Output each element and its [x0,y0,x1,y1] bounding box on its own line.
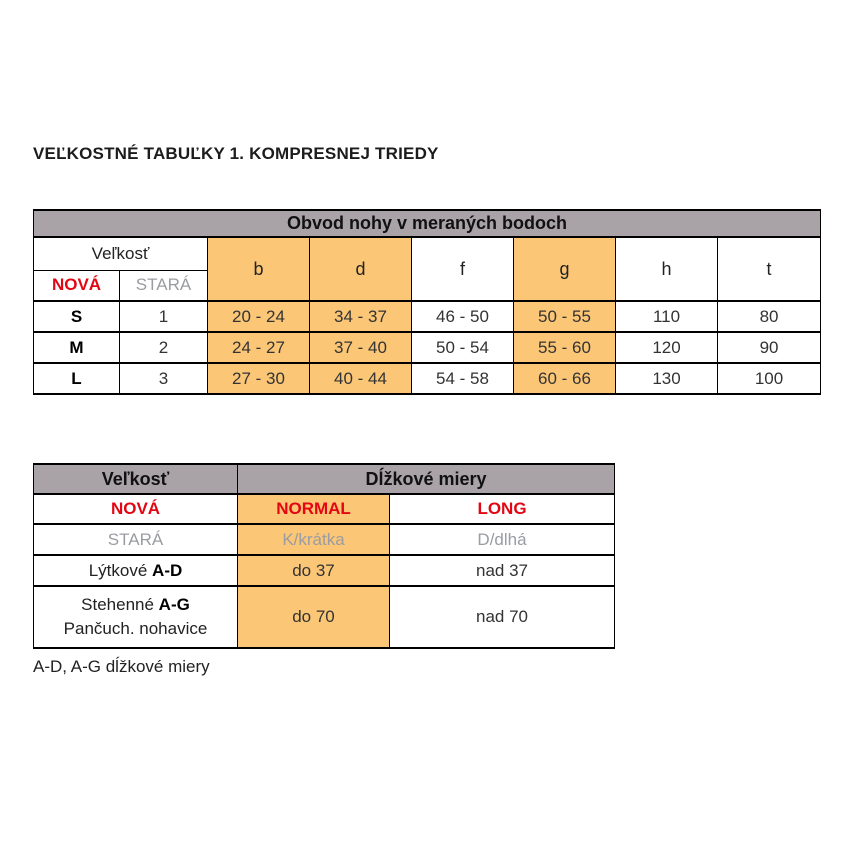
footnote: A-D, A-G dĺžkové miery [33,657,210,676]
old-normal-label: K/krátka [238,524,390,555]
measure-value-h: 110 [616,301,718,332]
measure-value-h: 130 [616,363,718,394]
long-label: LONG [390,494,615,524]
column-header-d: d [310,237,412,301]
measure-value-t: 80 [718,301,821,332]
product-name-line [34,593,237,617]
size-old-value: 1 [120,301,208,332]
product-type-label [34,555,238,586]
long-length-value: nad 37 [390,555,615,586]
size-new-value: L [34,363,120,394]
measure-value-b: 24 - 27 [208,332,310,363]
product-type-label [34,586,238,648]
measure-value-h: 120 [616,332,718,363]
page-title: VEĽKOSTNÉ TABUĽKY 1. KOMPRESNEJ TRIEDY [33,144,439,163]
table-row-s [34,301,821,332]
new-size-label: NOVÁ [34,494,238,524]
table-row-m [34,332,821,363]
measure-value-d: 34 - 37 [310,301,412,332]
size-header: Veľkosť [34,237,208,270]
measure-value-g: 50 - 55 [514,301,616,332]
new-size-label: NOVÁ [34,270,120,301]
measure-value-f: 54 - 58 [412,363,514,394]
table-row-thigh [34,586,615,648]
product-name: Stehenné [81,595,154,614]
length-header-row [34,464,615,494]
measure-value-d: 40 - 44 [310,363,412,394]
measure-value-g: 55 - 60 [514,332,616,363]
size-header: Veľkosť [34,464,238,494]
old-naming-row [34,524,615,555]
old-size-label: STARÁ [120,270,208,301]
table-row-l [34,363,821,394]
measure-value-t: 100 [718,363,821,394]
size-old-value: 3 [120,363,208,394]
measure-value-f: 50 - 54 [412,332,514,363]
normal-label: NORMAL [238,494,390,524]
product-extra-line: Pančuch. nohavice [63,619,208,638]
new-naming-row [34,494,615,524]
column-header-h: h [616,237,718,301]
long-length-value: nad 70 [390,586,615,648]
length-table [33,463,615,649]
circumference-table [33,209,821,395]
column-header-f: f [412,237,514,301]
product-code: A-D [152,560,183,580]
normal-length-value: do 37 [238,555,390,586]
normal-length-value: do 70 [238,586,390,648]
measure-value-b: 20 - 24 [208,301,310,332]
measure-value-t: 90 [718,332,821,363]
column-header-b: b [208,237,310,301]
size-new-value: S [34,301,120,332]
measure-value-g: 60 - 66 [514,363,616,394]
table-caption-row [34,210,821,237]
table-header-row [34,237,821,270]
column-header-g: g [514,237,616,301]
product-name: Lýtkové [88,560,148,580]
measure-value-f: 46 - 50 [412,301,514,332]
table-row-calf [34,555,615,586]
product-code: A-G [158,595,190,614]
circumference-caption: Obvod nohy v meraných bodoch [34,210,821,237]
old-long-label: D/dlhá [390,524,615,555]
size-new-value: M [34,332,120,363]
column-header-t: t [718,237,821,301]
size-old-value: 2 [120,332,208,363]
measure-value-d: 37 - 40 [310,332,412,363]
old-size-label: STARÁ [34,524,238,555]
measure-value-b: 27 - 30 [208,363,310,394]
length-measures-header: Dĺžkové miery [238,464,615,494]
